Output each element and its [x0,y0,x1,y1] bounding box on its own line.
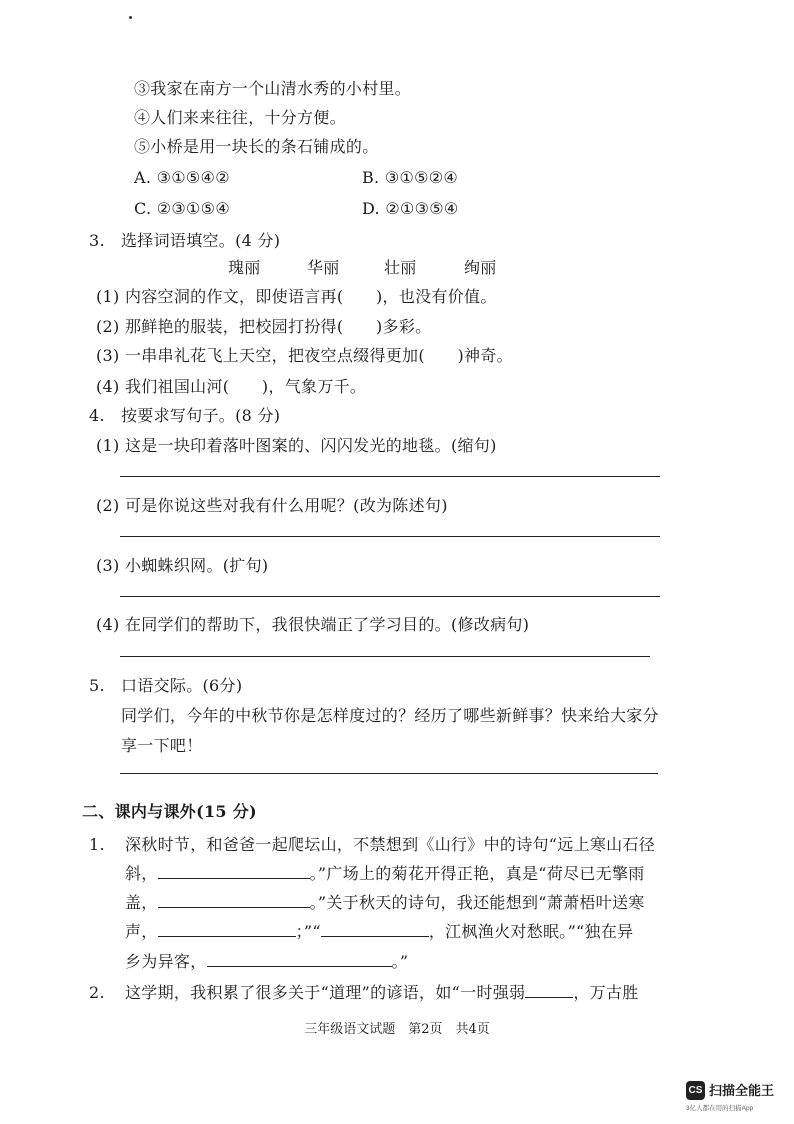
q5-number: 5. [89,676,105,695]
q3-sentence-3: (3) 一串串礼花飞上天空，把夜空点缀得更加( )神奇。 [96,346,513,365]
answer-line[interactable] [120,536,660,537]
page-footer: 三年级语文试题 第2页 共4页 [304,1022,490,1037]
speck [129,16,132,19]
fill-blank[interactable] [525,983,573,998]
q5-prompt-line-1: 同学们，今年的中秋节你是怎样度过的？经历了哪些新鲜事？快来给大家分 [121,706,659,725]
s2-q1-line-3: 盖， 。”关于秋天的诗句，我还能想到“萧萧梧叶送寒 [125,893,645,912]
q3-title: 选择词语填空。(4 分) [121,231,281,250]
section-title: 二、课内与课外(15 分) [82,802,257,821]
s2-q2-line-1: 这学期，我积累了很多关于“道理”的谚语，如“一时强弱 ，万古胜 [125,983,639,1002]
q2-item-5: ⑤小桥是用一块长的条石铺成的。 [134,137,379,156]
s2-q1-line-5: 乡为异客， 。” [125,952,409,971]
s2-q1-line-4: 声， ；”“ ，江枫渔火对愁眠。”“独在异 [125,922,634,941]
s2-q1-number: 1. [89,835,105,854]
q2-item-4: ④人们来来往往，十分方便。 [134,108,346,127]
q3-word-3: 壮丽 [384,258,417,277]
q4-number: 4. [89,406,105,425]
answer-line[interactable] [120,656,650,657]
answer-line[interactable] [120,596,660,597]
s2-q1-line-2: 斜， 。”广场上的菊花开得正艳，真是“荷尽已无擎雨 [125,864,645,883]
fill-blank[interactable] [158,922,296,937]
q2-option-b: B. ③①⑤②④ [362,168,459,187]
q3-sentence-2: (2) 那鲜艳的服装，把校园打扮得( )多彩。 [96,317,432,336]
q3-sentence-4: (4) 我们祖国山河( )，气象万千。 [96,377,367,396]
watermark-sub: 3亿人都在用的扫描App [686,1105,754,1112]
answer-line[interactable] [120,476,660,477]
q3-number: 3. [89,231,105,250]
q4-sentence-2: (2) 可是你说这些对我有什么用呢？(改为陈述句) [96,496,448,515]
s2-q2-number: 2. [89,983,105,1002]
q4-sentence-3: (3) 小蜘蛛织网。(扩句) [96,556,269,575]
q2-option-c: C. ②③①⑤④ [134,199,230,218]
fill-blank[interactable] [321,922,429,937]
q3-word-2: 华丽 [307,258,340,277]
answer-line[interactable] [120,773,658,774]
fill-blank[interactable] [158,893,310,908]
watermark-name: 扫描全能王 [709,1083,775,1098]
cs-logo-icon: CS [686,1081,705,1100]
q4-title: 按要求写句子。(8 分) [121,406,281,425]
fill-blank[interactable] [158,864,310,879]
q5-prompt-line-2: 享一下吧！ [121,736,203,755]
q3-word-1: 瑰丽 [228,258,261,277]
q2-option-d: D. ②①③⑤④ [362,199,459,218]
q4-sentence-1: (1) 这是一块印着落叶图案的、闪闪发光的地毯。(缩句) [96,436,497,455]
s2-q1-line-1: 深秋时节，和爸爸一起爬坛山，不禁想到《山行》中的诗句“远上寒山石径 [125,835,656,854]
q2-option-a: A. ③①⑤④② [134,168,230,187]
scanner-watermark [686,1081,786,1117]
q5-title: 口语交际。(6分) [121,676,243,695]
fill-blank[interactable] [207,952,392,967]
q3-word-4: 绚丽 [464,258,497,277]
q2-item-3: ③我家在南方一个山清水秀的小村里。 [134,79,412,98]
q3-sentence-1: (1) 内容空洞的作文，即使语言再( )，也没有价值。 [96,287,497,306]
q4-sentence-4: (4) 在同学们的帮助下，我很快端正了学习目的。(修改病句) [96,615,530,634]
